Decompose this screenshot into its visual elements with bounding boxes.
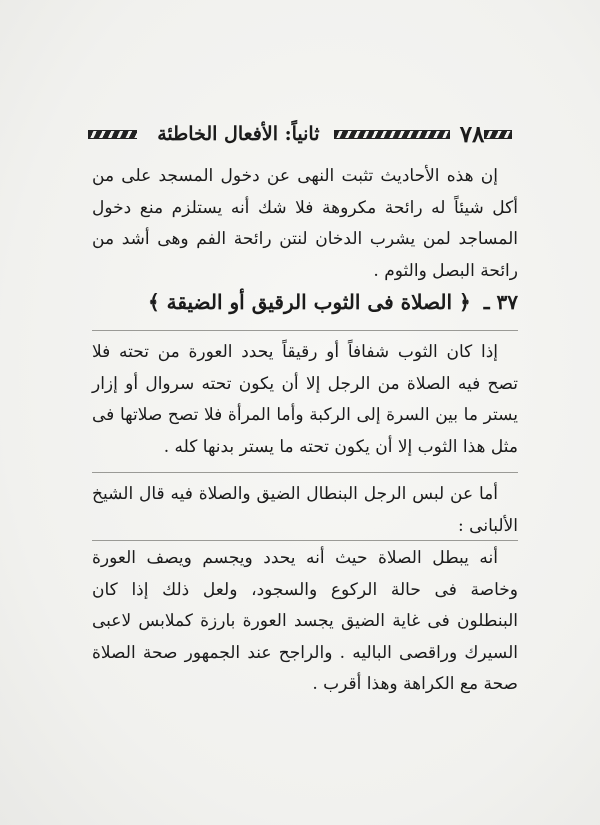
divider <box>92 330 518 331</box>
section-heading <box>92 290 518 314</box>
paragraph-2-text: إذا كان الثوب شفافاً أو رقيقاً يحدد العورة من تحته فلا تصح فيه الصلاة من الرجل إلا أن يكون تحته سروال أو إزار يستر ما بين السرة إلى الركبة وأما المرأة فلا تصح صلاتها فى مثل هذا الثوب إلا أن يكون تحته ما يستر بدنها كله . <box>92 342 518 457</box>
ornament-center <box>334 130 450 139</box>
section-title: ﴿ الصلاة فى الثوب الرقيق أو الضيقة ﴾ <box>148 290 471 314</box>
paragraph-2 <box>92 337 518 463</box>
paragraph-1-text: إن هذه الأحاديث تثبت النهى عن دخول المسجد على من أكل شيئاً له رائحة مكروهة فلا شك أنه يستلزم منع دخول المساجد لمن يشرب الدخان لنتن رائحة الفم وهى أشد من رائحة البصل والثوم . <box>92 166 518 281</box>
running-title: ثانياً: الأفعال الخاطئة <box>157 123 320 145</box>
divider <box>92 472 518 473</box>
page-header <box>88 116 512 152</box>
ornament-left <box>484 130 512 139</box>
paragraph-4 <box>92 543 518 701</box>
paragraph-1 <box>92 161 518 287</box>
paragraph-3 <box>92 479 518 542</box>
paragraph-4-text: أنه يبطل الصلاة حيث أنه يحدد ويجسم ويصف العورة وخاصة فى حالة الركوع والسجود، ولعل ذلك إذا كان البنطلون فى غاية الضيق يجسد العورة بارزة كملابس لاعبى السيرك وراقصى الباليه . والراجح عند الجمهور صحة الصلاة صحة مع الكراهة وهذا أقرب . <box>92 548 518 694</box>
section-number: ٣٧ ـ <box>483 290 518 314</box>
paragraph-3-text: أما عن لبس الرجل البنطال الضيق والصلاة فيه قال الشيخ الألبانى : <box>92 484 518 536</box>
ornament-right <box>88 130 137 139</box>
page-number: ٧٨ <box>459 120 485 148</box>
divider <box>92 540 518 541</box>
